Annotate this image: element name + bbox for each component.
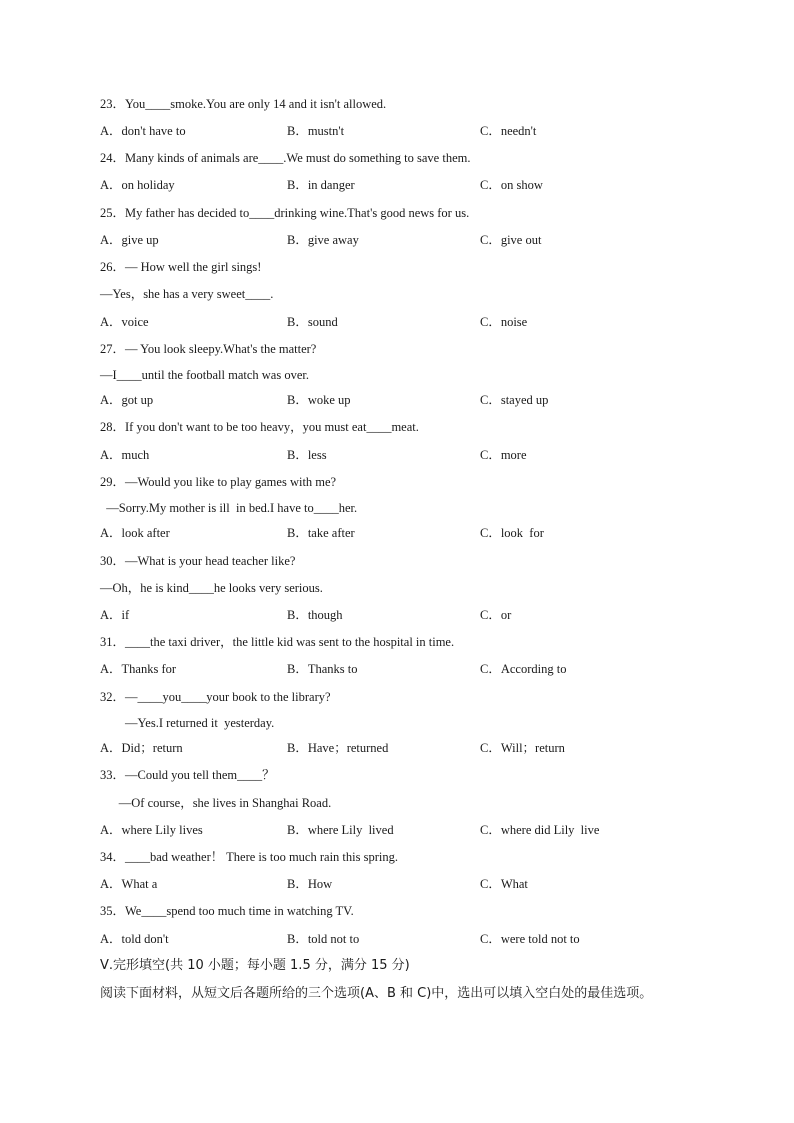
option-a: A．on holiday [100, 178, 175, 192]
option-b: B．where Lily lived [287, 823, 394, 837]
question-stem: 35．We____spend too much time in watching TV. [100, 904, 354, 918]
section-header: Ⅴ.完形填空(共 10 小题；每小题 1.5 分，满分 15 分) [100, 958, 410, 973]
option-c: C．where did Lily live [480, 823, 600, 837]
question-stem: 25．My father has decided to____drinking wine.That's good news for us. [100, 206, 470, 220]
option-a: A．Thanks for [100, 662, 177, 676]
option-a: A．What a [100, 877, 158, 891]
question-dialogue-line: —Yes.I returned it yesterday. [100, 716, 275, 730]
option-b: B．Thanks to [287, 662, 358, 676]
question-stem: 28．If you don't want to be too heavy，you must eat____meat. [100, 420, 419, 434]
question-stem: 24．Many kinds of animals are____.We must do something to save them. [100, 151, 471, 165]
option-b: B．sound [287, 315, 338, 329]
option-c: C．on show [480, 178, 543, 192]
option-c: C．According to [480, 662, 567, 676]
question-dialogue-line: —Sorry.My mother is ill in bed.I have to____her. [100, 501, 358, 515]
option-c: C．or [480, 608, 512, 622]
option-c: C．give out [480, 233, 542, 247]
option-a: A．look after [100, 526, 170, 540]
question-dialogue-line: —I____until the football match was over. [100, 368, 309, 382]
section-instruction: 阅读下面材料，从短文后各题所给的三个选项(A、B 和 C)中，选出可以填入空白处的最佳选项。 [100, 986, 653, 1001]
option-b: B．told not to [287, 932, 360, 946]
option-c: C．What [480, 877, 528, 891]
question-stem: 33．—Could you tell them____？ [100, 768, 275, 782]
option-c: C．look for [480, 526, 544, 540]
option-b: B．less [287, 448, 327, 462]
question-stem: 29．—Would you like to play games with me? [100, 475, 337, 489]
question-dialogue-line: —Of course，she lives in Shanghai Road. [100, 796, 332, 810]
option-b: B．How [287, 877, 333, 891]
option-c: C．Will；return [480, 741, 565, 755]
question-stem: 32．—____you____your book to the library? [100, 690, 331, 704]
option-c: C．more [480, 448, 527, 462]
option-a: A．give up [100, 233, 159, 247]
option-a: A．where Lily lives [100, 823, 203, 837]
option-b: B．Have；returned [287, 741, 389, 755]
question-stem: 26．— How well the girl sings! [100, 260, 262, 274]
option-a: A．told don't [100, 932, 169, 946]
option-b: B．woke up [287, 393, 351, 407]
option-c: C．were told not to [480, 932, 580, 946]
option-c: C．noise [480, 315, 528, 329]
option-a: A．if [100, 608, 130, 622]
question-dialogue-line: —Oh，he is kind____he looks very serious. [100, 581, 323, 595]
option-a: A．Did；return [100, 741, 183, 755]
option-b: B．give away [287, 233, 359, 247]
option-a: A．much [100, 448, 150, 462]
option-b: B．in danger [287, 178, 355, 192]
question-stem: 31．____the taxi driver，the little kid was sent to the hospital in time. [100, 635, 455, 649]
question-stem: 27．— You look sleepy.What's the matter? [100, 342, 317, 356]
option-a: A．voice [100, 315, 149, 329]
question-dialogue-line: —Yes，she has a very sweet____. [100, 287, 274, 301]
option-b: B．though [287, 608, 343, 622]
option-a: A．got up [100, 393, 154, 407]
option-a: A．don't have to [100, 124, 186, 138]
question-stem: 23．You____smoke.You are only 14 and it isn't allowed. [100, 97, 387, 111]
option-b: B．take after [287, 526, 355, 540]
question-stem: 34．____bad weather！ There is too much rain this spring. [100, 850, 398, 864]
question-stem: 30．—What is your head teacher like? [100, 554, 296, 568]
option-c: C．needn't [480, 124, 537, 138]
option-c: C．stayed up [480, 393, 549, 407]
option-b: B．mustn't [287, 124, 345, 138]
